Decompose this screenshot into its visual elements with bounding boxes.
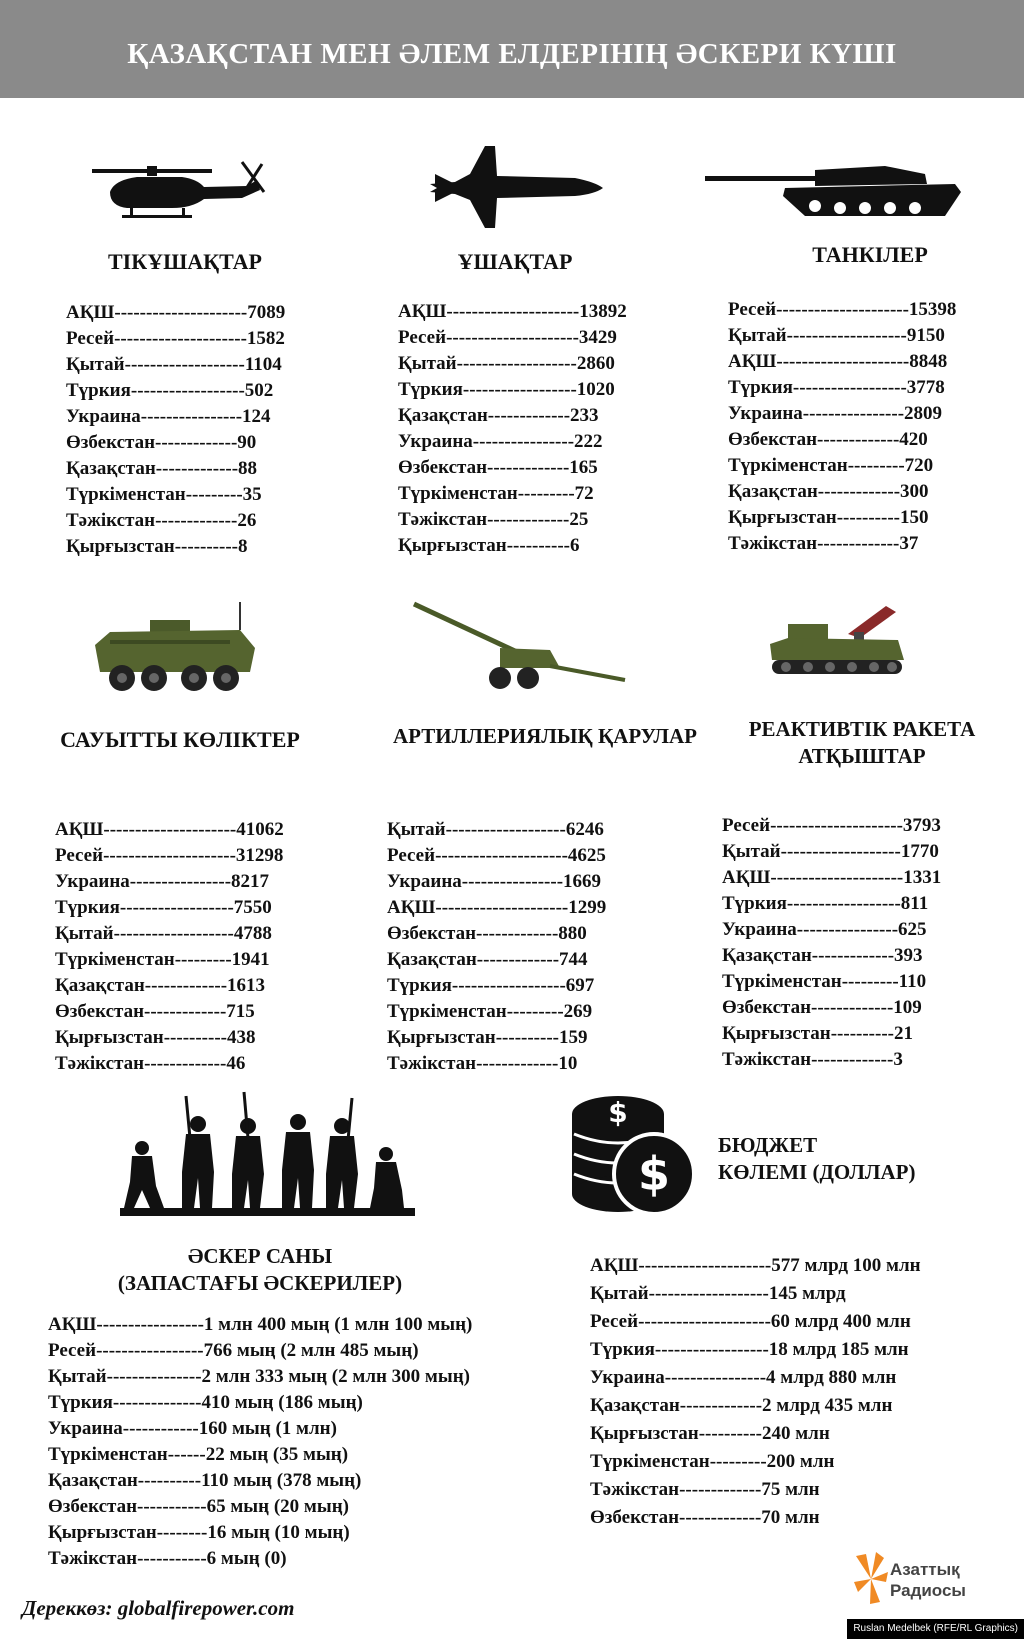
list-item: Қытай-------------------2860: [398, 353, 615, 374]
list-item: Түркіменстан---------720: [728, 455, 934, 476]
logo-line1: Азаттық: [890, 1560, 960, 1579]
troops-title: [80, 1243, 440, 1297]
list-item: Тәжікстан-------------25: [398, 509, 589, 530]
list-item: Қазақстан-------------2 млрд 435 млн: [590, 1395, 893, 1416]
list-item: Қазақстан-------------88: [66, 458, 258, 479]
list-item: Қазақстан-------------393: [722, 945, 923, 966]
list-item: АҚШ---------------------1299: [387, 897, 607, 918]
troops-title-line1: ӘСКЕР САНЫ: [187, 1244, 333, 1268]
list-item: Қазақстан-------------1613: [55, 975, 266, 996]
list-item: Түркіменстан---------72: [398, 483, 594, 504]
list-item: АҚШ-----------------1 млн 400 мың (1 млн 100 мың): [48, 1314, 473, 1335]
list-item: Қырғызстан--------16 мың (10 мың): [48, 1522, 350, 1543]
list-item: Түркіменстан---------110: [722, 971, 927, 992]
list-item: Қырғызстан----------21: [722, 1023, 913, 1044]
list-item: Ресей---------------------60 млрд 400 млн: [590, 1311, 911, 1332]
list-item: АҚШ---------------------41062: [55, 819, 284, 840]
list-item: Тәжікстан-------------75 млн: [590, 1479, 820, 1500]
list-item: Қырғызстан----------6: [398, 535, 580, 556]
budget-title: [718, 1132, 958, 1186]
planes-list: [398, 299, 627, 559]
list-item: Ресей---------------------4625: [387, 845, 606, 866]
list-item: Өзбекстан-------------90: [66, 432, 257, 453]
list-item: Қазақстан-------------744: [387, 949, 588, 970]
tank-icon: [705, 160, 963, 220]
list-item: Тәжікстан-------------46: [55, 1053, 246, 1074]
list-item: Украина----------------4 млрд 880 млн: [590, 1367, 897, 1388]
list-item: Өзбекстан-------------420: [728, 429, 928, 450]
list-item: Түркіменстан---------35: [66, 484, 262, 505]
budget-list: [590, 1252, 921, 1532]
list-item: Ресей-----------------766 мың (2 млн 485 мың): [48, 1340, 419, 1361]
rockets-title: [712, 716, 1012, 770]
list-item: Түркіменстан---------1941: [55, 949, 270, 970]
armored-vehicle-icon: [90, 600, 260, 700]
svg-text:$: $: [637, 1147, 671, 1201]
list-item: Қытай-------------------9150: [728, 325, 945, 346]
page-title: ҚАЗАҚСТАН МЕН ӘЛЕМ ЕЛДЕРІНІҢ ӘСКЕРИ КҮШІ: [127, 38, 897, 70]
list-item: Түркіменстан------22 мың (35 мың): [48, 1444, 349, 1465]
list-item: Украина----------------222: [398, 431, 603, 452]
logo-line2: Радиосы: [890, 1581, 966, 1600]
list-item: Түркіменстан---------269: [387, 1001, 593, 1022]
list-item: Тәжікстан-------------37: [728, 533, 919, 554]
armored-title: САУЫТТЫ КӨЛІКТЕР: [60, 727, 300, 752]
list-item: Қазақстан-------------233: [398, 405, 599, 426]
list-item: Украина----------------1669: [387, 871, 602, 892]
artillery-title: АРТИЛЛЕРИЯЛЫҚ ҚАРУЛАР: [393, 724, 697, 748]
list-item: Қазақстан-------------300: [728, 481, 929, 502]
list-item: Тәжікстан-------------26: [66, 510, 257, 531]
list-item: Қырғызстан----------438: [55, 1027, 256, 1048]
helicopters-list: [66, 300, 285, 560]
list-item: Түркия------------------502: [66, 380, 274, 401]
list-item: АҚШ---------------------13892: [398, 301, 627, 322]
list-item: Өзбекстан-----------65 мың (20 мың): [48, 1496, 349, 1517]
list-item: Қырғызстан----------150: [728, 507, 929, 528]
troops-title-line2: (ЗАПАСТАҒЫ ӘСКЕРИЛЕР): [117, 1271, 403, 1295]
list-item: Қырғызстан----------159: [387, 1027, 588, 1048]
list-item: Украина----------------124: [66, 406, 271, 427]
list-item: Ресей---------------------15398: [728, 299, 957, 320]
list-item: Қытай-------------------145 млрд: [590, 1283, 846, 1304]
list-item: Түркия------------------18 млрд 185 млн: [590, 1339, 909, 1360]
list-item: Ресей---------------------3429: [398, 327, 617, 348]
list-item: АҚШ---------------------577 млрд 100 млн: [590, 1255, 921, 1276]
budget-title-line1: БЮДЖЕТ: [718, 1133, 818, 1157]
list-item: Түркия--------------410 мың (186 мың): [48, 1392, 363, 1413]
list-item: Түркия------------------1020: [398, 379, 615, 400]
list-item: Түркіменстан---------200 млн: [590, 1451, 835, 1472]
list-item: Қырғызстан----------240 млн: [590, 1423, 830, 1444]
list-item: Қырғызстан----------8: [66, 536, 248, 557]
list-item: Түркия------------------697: [387, 975, 595, 996]
list-item: Өзбекстан-------------165: [398, 457, 598, 478]
rocket-launcher-icon: [768, 604, 908, 684]
list-item: Түркия------------------3778: [728, 377, 945, 398]
svg-text:$: $: [608, 1096, 628, 1129]
planes-title: ҰШАҚТАР: [457, 249, 573, 274]
tanks-title: ТАНКІЛЕР: [812, 242, 928, 267]
list-item: Қытай---------------2 млн 333 мың (2 млн 300 мың): [48, 1366, 470, 1387]
list-item: Өзбекстан-------------715: [55, 1001, 255, 1022]
list-item: Тәжікстан-------------3: [722, 1049, 903, 1070]
radio-azattyk-logo: [854, 1550, 1004, 1610]
fighter-jet-icon: [425, 144, 605, 234]
header-banner: [0, 0, 1024, 98]
list-item: Өзбекстан-------------109: [722, 997, 922, 1018]
list-item: Тәжікстан-------------10: [387, 1053, 578, 1074]
rockets-title-line2: АТҚЫШТАР: [798, 744, 926, 768]
list-item: Қазақстан----------110 мың (378 мың): [48, 1470, 362, 1491]
list-item: Қытай-------------------4788: [55, 923, 272, 944]
list-item: Украина------------160 мың (1 млн): [48, 1418, 337, 1439]
list-item: Өзбекстан-------------70 млн: [590, 1507, 820, 1528]
list-item: Түркия------------------811: [722, 893, 929, 914]
list-item: Ресей---------------------31298: [55, 845, 284, 866]
list-item: АҚШ---------------------1331: [722, 867, 942, 888]
artillery-list: [387, 817, 606, 1077]
list-item: Қытай-------------------6246: [387, 819, 604, 840]
rockets-list: [722, 813, 941, 1073]
source-note: Дереккөз: globalfirepower.com: [22, 1596, 295, 1620]
helicopter-icon: [92, 152, 272, 222]
artillery-icon: [410, 600, 630, 695]
list-item: Ресей---------------------3793: [722, 815, 941, 836]
logo-mark-icon: [854, 1552, 888, 1606]
list-item: Қытай-------------------1770: [722, 841, 939, 862]
list-item: Түркия------------------7550: [55, 897, 272, 918]
budget-title-line2: КӨЛЕМІ (ДОЛЛАР): [718, 1160, 916, 1184]
soldiers-icon: [120, 1090, 415, 1220]
troops-list: [48, 1312, 472, 1572]
list-item: Қытай-------------------1104: [66, 354, 282, 375]
list-item: Ресей---------------------1582: [66, 328, 285, 349]
list-item: Тәжікстан-----------6 мың (0): [48, 1548, 287, 1569]
list-item: Украина----------------625: [722, 919, 927, 940]
list-item: Украина----------------2809: [728, 403, 943, 424]
list-item: Украина----------------8217: [55, 871, 270, 892]
list-item: Өзбекстан-------------880: [387, 923, 587, 944]
dollar-coins-icon: [570, 1094, 700, 1219]
armored-list: [55, 817, 284, 1077]
helicopters-title: ТІКҰШАҚТАР: [108, 249, 262, 274]
graphics-credit: Ruslan Medelbek (RFE/RL Graphics): [847, 1619, 1024, 1639]
list-item: АҚШ---------------------7089: [66, 302, 286, 323]
list-item: АҚШ---------------------8848: [728, 351, 948, 372]
rockets-title-line1: РЕАКТИВТІК РАКЕТА: [748, 717, 976, 741]
tanks-list: [728, 297, 956, 557]
